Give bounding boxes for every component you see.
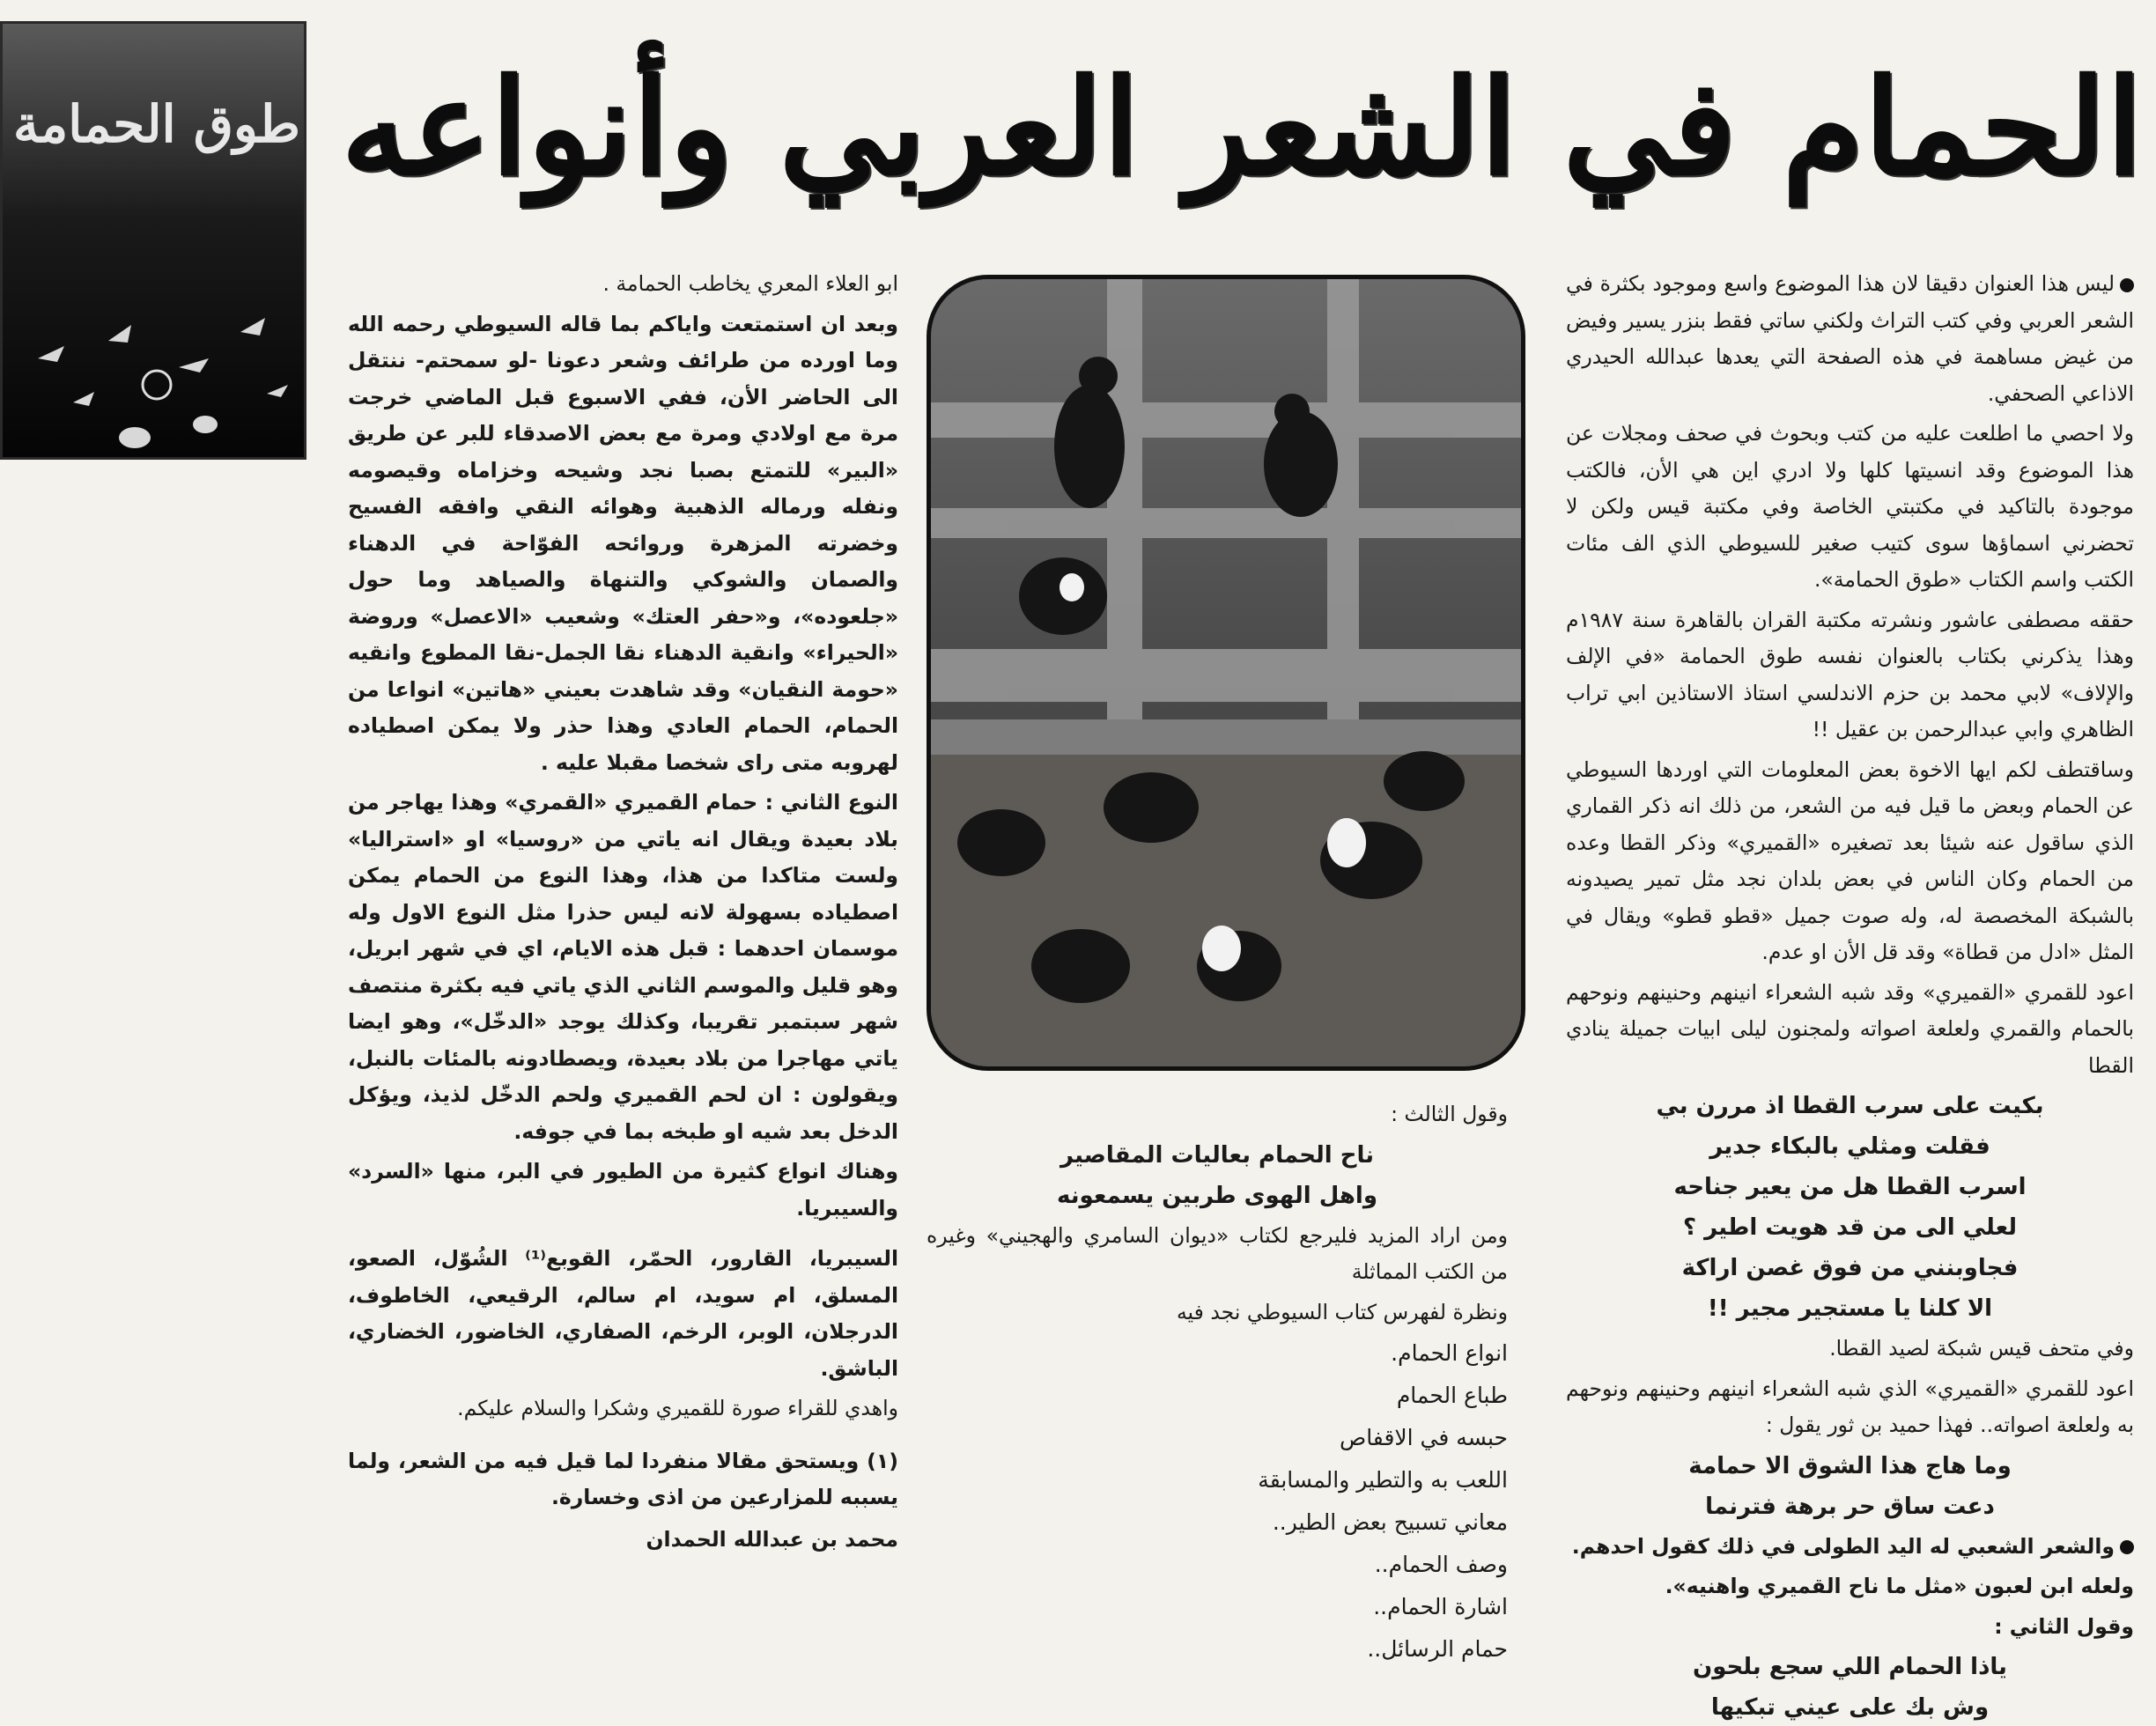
verse-line: الا كلنا يا مستجير مجير !! [1707, 1295, 1993, 1322]
bullet-icon [2120, 1540, 2134, 1554]
paragraph: وقول الثالث : [1391, 1102, 1508, 1126]
verse-line: لعلي الى من قد هويت اطير ؟ [1682, 1214, 2018, 1241]
footnote: (١) ويستحق مقالا منفردا لما قيل فيه من الشعر، ولما يسببه للمزارعين من اذى وخسارة. [348, 1448, 898, 1509]
bird-list: السيبريا، القارور، الحمّر، القوبع⁽¹⁾ الشُوّل، الصعو، المسلق، ام سويد، ام سالم، الرقيعي، الخاطوف، الدرجلان، الوبر، الرخم، الصفاري، الخاضور، الخضاري، الباشق. [348, 1246, 899, 1381]
list-item: وصف الحمام.. [1374, 1552, 1508, 1577]
cover-art [3, 24, 304, 457]
paragraph: وساقتطف لكم ايها الاخوة بعض المعلومات التي اوردها السيوطي عن الحمام وبعض ما قيل فيه من الشعر، من ذلك انه ذكر القماري الذي ساقول عنه شيئا بعد تصغيره «القميري» وذكر القطا وعده من الحمام وكان الناس في بعض بلدان نجد مثل تمير يصيدونه بالشبكة المخصصة له، وله صوت جميل «قطو قطو» ويقال في المثل «ادل من قطاة» وقد قل الأن او عدم. [1566, 756, 2134, 964]
paragraph: ولعله ابن لعبون «مثل ما ناح القميري واهنيه». [1665, 1574, 2134, 1598]
paragraph: اعود للقمري «القميري» الذي شبه الشعراء انينهم وحنينهم ونوحهم به ولعلعة اصواته.. فهذا حميد بن ثور يقول : [1566, 1376, 2134, 1437]
paragraph: ولا احصي ما اطلعت عليه من كتب وبحوث في صحف ومجلات عن هذا الموضوع وقد انسيتها كلها ولا ادري اين هي الأن، فالكتب موجودة بالتاكيد في مكتبتي الخاصة وفي مكتبة قيس ولكن لا تحضرني اسماؤها سوى كتيب صغير للسيوطي الذي الف مئات الكتب واسم الكتاب «طوق الحمامة». [1566, 421, 2134, 592]
paragraph: حققه مصطفى عاشور ونشرته مكتبة القران بالقاهرة سنة ١٩٨٧م وهذا يذكرني بكتاب بالعنوان نفسه طوق الحمامة «في الإلف والإلاف» لابي محمد بن حزم الاندلسي استاذ الاستاذين ابي تراب الظاهري وابي عبدالرحمن بن عقيل !! [1566, 607, 2134, 741]
paragraph [1566, 266, 2134, 412]
book-cover-image [0, 21, 306, 460]
paragraph: ومن اراد المزيد فليرجع لكتاب «ديوان السامري والهجيني» وغيره من الكتب المماثلة [927, 1222, 1508, 1284]
left-column [348, 266, 898, 1596]
paragraph [1566, 1529, 2134, 1566]
paragraph: النوع الثاني : حمام القميري «القمري» وهذا يهاجر من بلاد بعيدة ويقال انه ياتي من «روسيا» او «استراليا» ولست متاكدا من هذا، وهذا النوع من الحمام يمكن اصطياده بسهولة لانه ليس حذرا مثل النوع الاول وله موسمان احدهما : قبل هذه الايام، اي في شهر ابريل، وهو قليل والموسم الثاني الذي ياتي فيه بكثرة منتصف شهر سبتمبر تقريبا، وكذلك يوجد «الدخّل»، وهو ايضا ياتي مهاجرا من بلاد بعيدة، ويصطادونه بالمئات بالنبل، ويقولون : ان لحم القميري ولحم الدخّل لذيذ، ويؤكل الدخل بعد شيه او طبخه بما في جوفه. [348, 790, 898, 1144]
pigeon-photo-art [931, 279, 1521, 1066]
list-item: معاني تسبيح بعض الطير.. [1272, 1509, 1508, 1535]
verse-line: بكيت على سرب القطا اذ مررن بي [1656, 1093, 2044, 1119]
verse-line: ياذا الحمام اللي سجع بلحون [1693, 1654, 2007, 1680]
list-item: اشارة الحمام.. [1373, 1594, 1508, 1619]
list-item: حمام الرسائل.. [1367, 1636, 1508, 1662]
verse-line: دعت ساق حر برهة فترنما [1705, 1493, 1995, 1520]
paragraph: وبعد ان استمتعت واياكم بما قاله السيوطي رحمه الله وما اورده من طرائف وشعر دعونا -لو سمحتم- ننتقل الى الحاضر الأن، ففي الاسبوع قبل الماضي خرجت مرة مع اولادي ومرة مع بعض الاصدقاء للبر عن طريق «البير» للتمتع بصبا نجد وشيحه وخزاماه وقيصومه ونفله ورماله الذهبية وهوائه النقي وافقه الفسيح وخضرته المزهرة وروائحه الفوّاحة في الدهناء والصمان والشوكي والتنهاة والصياهد وما حول «جلعوده»، و«حفر العتك» وشعيب «الاعصل» وروضة «الحيراء» وانقية الدهناء نقا الجمل-نقا المطوع وانقيه «حومة النقيان» وقد شاهدت بعيني «هاتين» انواعا من الحمام، الحمام العادي وهذا حذر ولا يمكن اصطياده لهروبه متى راى شخصا مقبلا عليه . [348, 311, 898, 775]
paragraph: وقول الثاني : [1994, 1613, 2134, 1639]
closing-line: واهدي للقراء صورة للقميري وشكرا والسلام عليكم. [457, 1396, 898, 1420]
middle-column [927, 1096, 1508, 1662]
bullet-icon [2120, 278, 2134, 292]
list-item: طباع الحمام [1396, 1383, 1508, 1408]
headline: الحمام في الشعر العربي وأنواعه [341, 50, 2143, 205]
paragraph: ابو العلاء المعري يخاطب الحمامة . [602, 271, 898, 296]
paragraph: ونظرة لفهرس كتاب السيوطي نجد فيه [1176, 1299, 1508, 1324]
author-name: محمد بن عبدالله الحمدان [646, 1526, 898, 1552]
list-item: اللعب به والتطير والمسابقة [1258, 1467, 1508, 1493]
right-column [1566, 266, 2134, 1721]
paragraph-text: والشعر الشعبي له اليد الطولى في ذلك كقول احدهم. [1571, 1533, 2115, 1559]
verse-line: فجاوبنني من فوق غصن اراكة [1681, 1255, 2019, 1281]
paragraph: اعود للقمري «القميري» وقد شبه الشعراء انينهم وحنينهم ونوحهم بالحمام والقمري ولعلعة اصواته ولمجنون ليلى ابيات جميلة ينادي القطا [1566, 979, 2134, 1078]
list-item: حبسه في الاقفاص [1339, 1425, 1508, 1450]
paragraph-text: ليس هذا العنوان دقيقا لان هذا الموضوع واسع وموجود بكثرة في الشعر العربي وفي كتب التراث ولكني ساتي فقط بنزر يسير وفيض من غيض مساهمة في هذه الصفحة التي يعدها عبدالله الحيدري الاذاعي الصحفي. [1566, 271, 2134, 406]
verse-line: ناح الحمام بعاليات المقاصير [1060, 1141, 1375, 1169]
cover-title: طوق الحمامة [13, 94, 300, 154]
verse-line: فقلت ومثلي بالبكاء جدير [1709, 1133, 1990, 1160]
verse-line: وش بك على عيني تبكيها [1710, 1694, 1990, 1721]
paragraph: وهناك انواع كثيرة من الطيور في البر، منها «السرد» والسيبريا. [348, 1159, 898, 1221]
verse-line: واهل الهوى طربين يسمعونه [1056, 1182, 1378, 1209]
verse-line: اسرب القطا هل من يعير جناحه [1673, 1174, 2027, 1200]
verse-line: وما هاج هذا الشوق الا حمامة [1688, 1452, 2012, 1479]
list-item: انواع الحمام. [1391, 1340, 1508, 1366]
pigeon-photo [927, 275, 1525, 1071]
paragraph: وفي متحف قيس شبكة لصيد القطا. [1829, 1336, 2134, 1361]
